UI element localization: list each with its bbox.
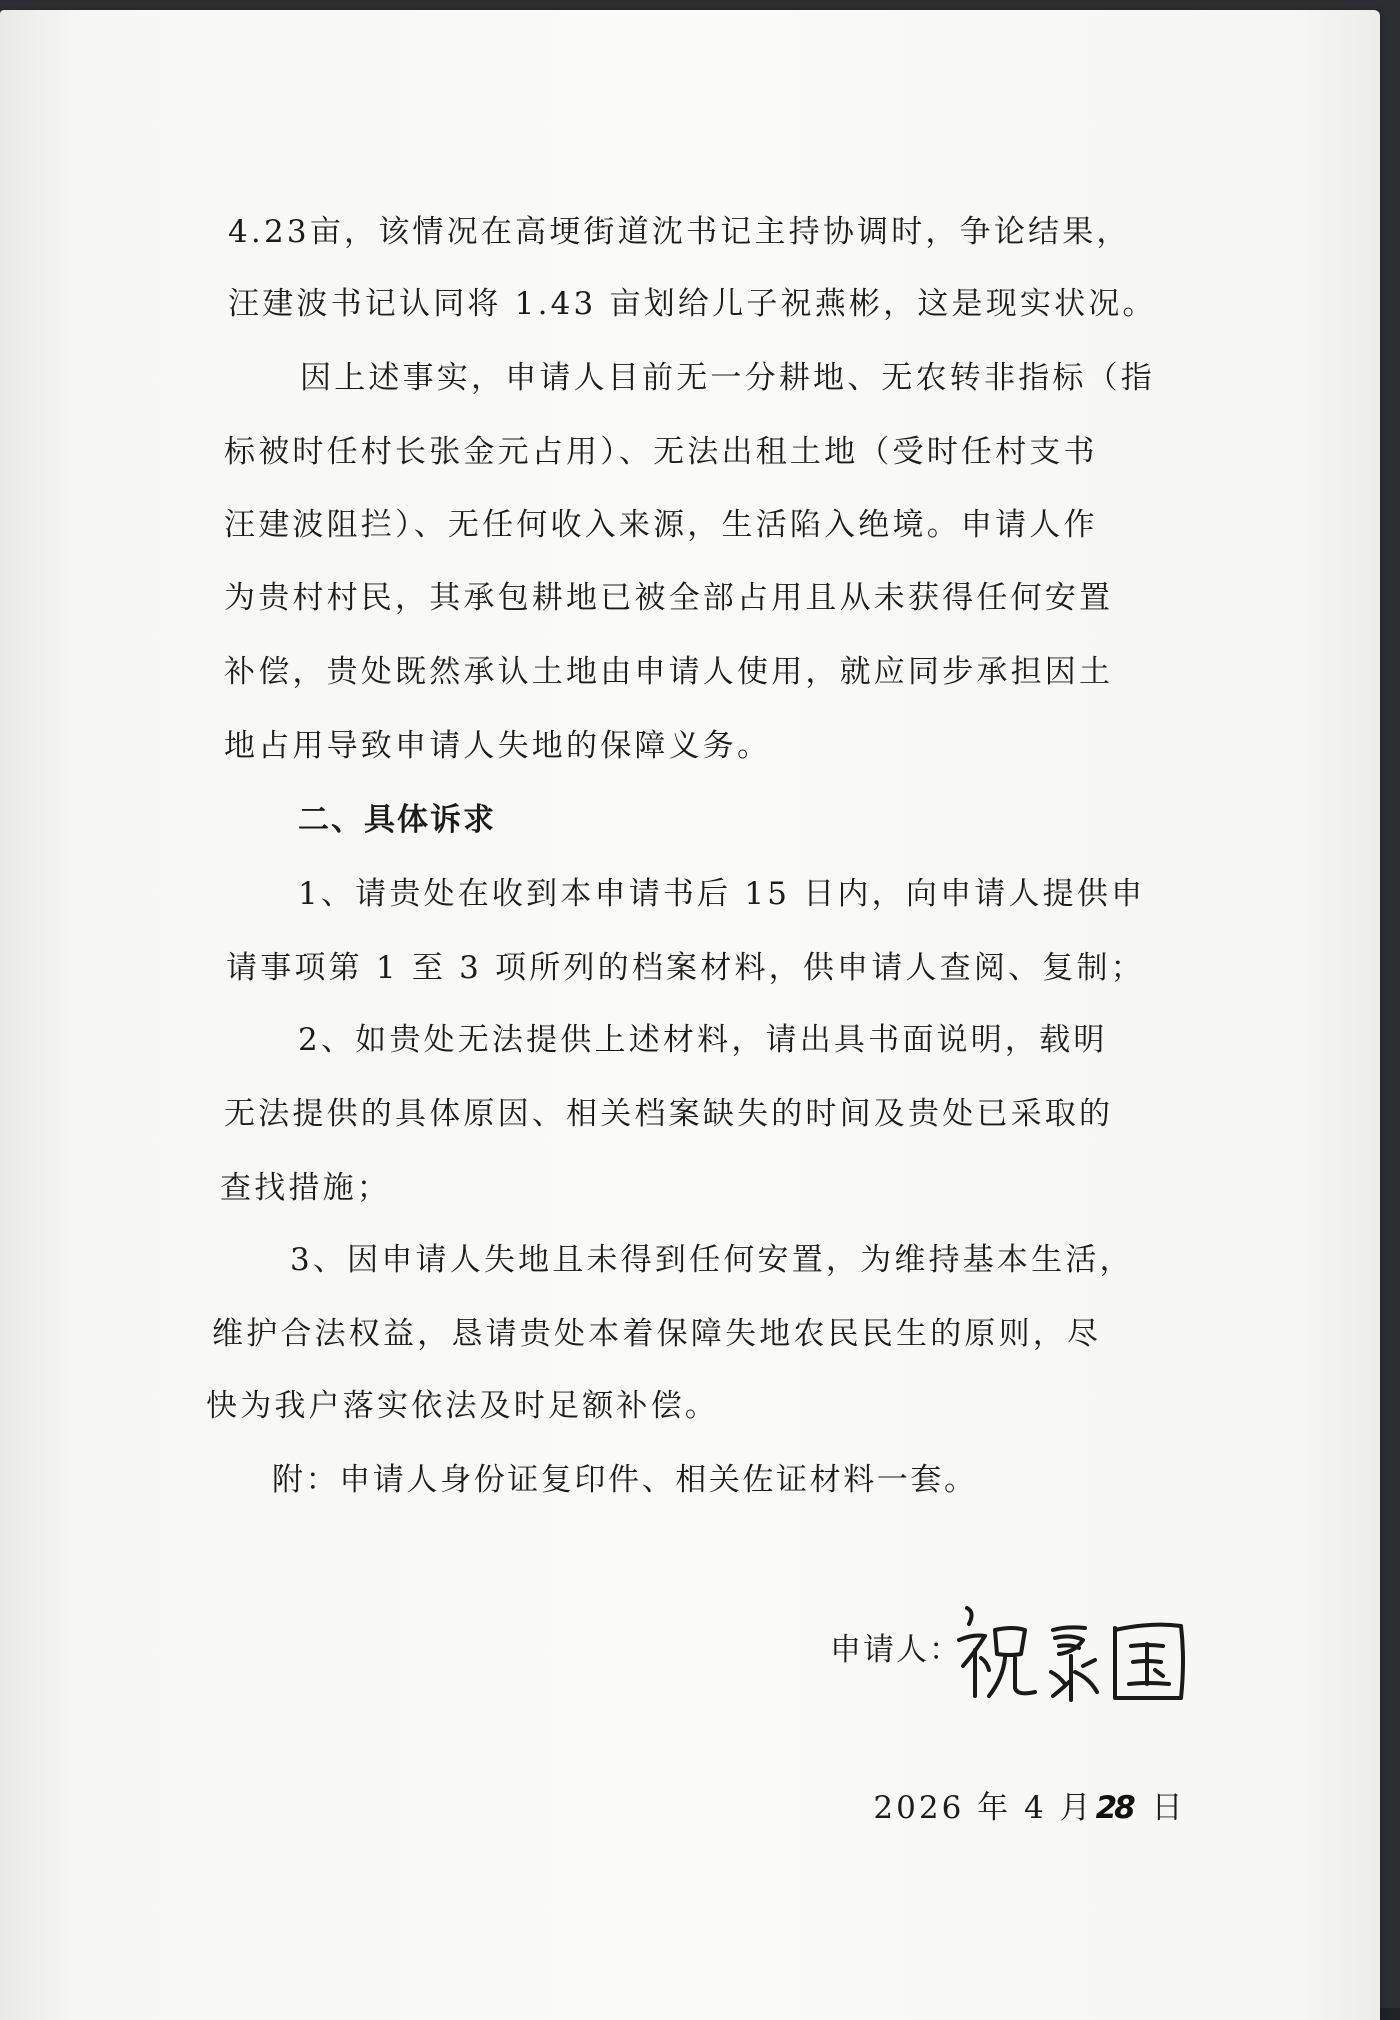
date-prefix: 2026 年 4 月 <box>873 1790 1094 1826</box>
body-line-6: 为贵村村民，其承包耕地已被全部占用且从未获得任何安置 <box>224 580 1114 616</box>
date-day-handwritten: 28 <box>1095 1790 1133 1826</box>
body-line-8: 地占用导致申请人失地的保障义务。 <box>224 728 772 764</box>
body-line-4: 标被时任村长张金元占用）、无法出租土地（受时任村支书 <box>224 434 1098 470</box>
body-line-5: 汪建波阻拦）、无任何收入来源，生活陷入绝境。申请人作 <box>224 507 1098 543</box>
applicant-label: 申请人： <box>830 1632 962 1668</box>
paragraph-start-line: 因上述事实，申请人目前无一分耕地、无农转非指标（指 <box>300 360 1155 396</box>
date-line <box>822 1748 1186 1868</box>
document-page <box>0 10 1380 2020</box>
request-item-3-line-3: 快为我户落实依法及时足额补偿。 <box>206 1388 719 1424</box>
date-suffix: 日 <box>1138 1790 1186 1826</box>
request-item-1-line-2: 请事项第 1 至 3 项所列的档案材料，供申请人查阅、复制； <box>226 950 1145 986</box>
request-item-3-line-2: 维护合法权益，恳请贵处本着保障失地农民民生的原则，尽 <box>212 1316 1102 1352</box>
request-item-3-line-1: 3、因申请人失地且未得到任何安置，为维持基本生活， <box>290 1242 1134 1278</box>
section-heading: 二、具体诉求 <box>298 802 496 838</box>
body-line-2: 汪建波书记认同将 1.43 亩划给儿子祝燕彬，这是现实状况。 <box>228 286 1157 322</box>
body-line-1: 4.23亩，该情况在高埂街道沈书记主持协调时，争论结果， <box>228 214 1131 250</box>
request-item-2-line-3: 查找措施； <box>220 1170 391 1206</box>
request-item-2-line-1: 2、如贵处无法提供上述材料，请出具书面说明，载明 <box>298 1022 1108 1058</box>
attachment-note: 附：申请人身份证复印件、相关佐证材料一套。 <box>272 1462 978 1498</box>
request-item-2-line-2: 无法提供的具体原因、相关档案缺失的时间及贵处已采取的 <box>224 1096 1114 1132</box>
request-item-1-line-1: 1、请贵处在收到本申请书后 15 日内，向申请人提供申 <box>298 876 1146 912</box>
body-line-7: 补偿，贵处既然承认土地由申请人使用，就应同步承担因土 <box>224 654 1114 690</box>
handwritten-signature <box>955 1600 1195 1714</box>
signature-graphic <box>955 1600 1195 1710</box>
